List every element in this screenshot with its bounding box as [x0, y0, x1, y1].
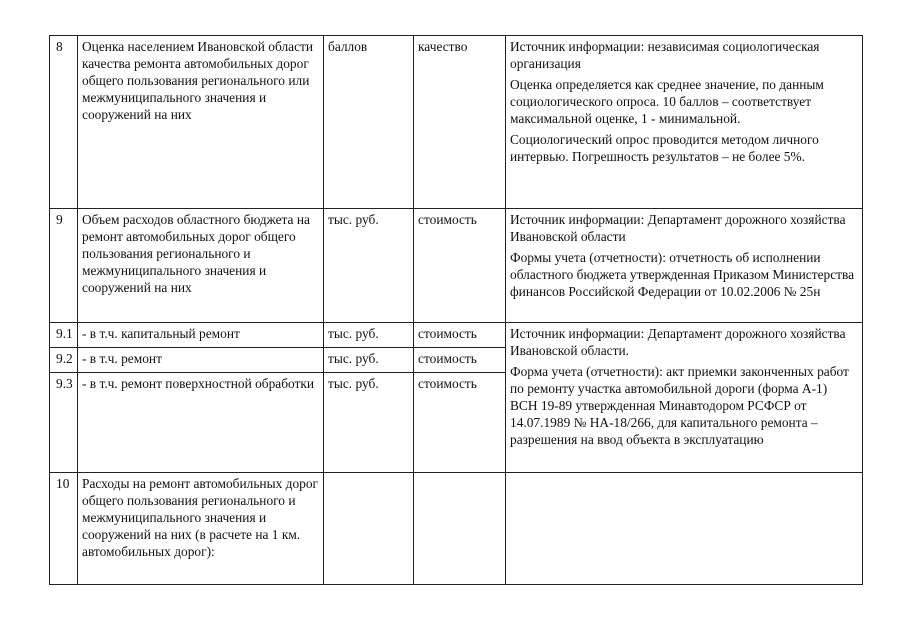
- table-row: [50, 36, 863, 209]
- indicator-name: Расходы на ремонт автомобильных дорог общего пользования регионального и межмуниципального значения и сооружений на них (в расчете на 1 км. автомобильных дорог):: [78, 473, 324, 585]
- indicator-name: Оценка населением Ивановской области качества ремонта автомобильных дорог общего пользования регионального или межмуниципального значения и сооружений на них: [78, 36, 324, 209]
- type-cell: стоимость: [414, 323, 506, 348]
- source-paragraph: Источник информации: Департамент дорожного хозяйства Ивановской области: [510, 212, 846, 244]
- table-row: [50, 323, 863, 348]
- table-row: [50, 209, 863, 323]
- unit-cell: [324, 473, 414, 585]
- source-paragraph: Оценка определяется как среднее значение, по данным социологического опроса. 10 баллов – соответствует максимальной оценке, 1 - минимальной.: [510, 77, 824, 126]
- document-page: [49, 35, 862, 585]
- unit-cell: тыс. руб.: [324, 209, 414, 323]
- row-number: 10: [50, 473, 78, 585]
- row-number: 9.1: [50, 323, 78, 348]
- source-paragraph: Формы учета (отчетности): отчетность об исполнении областного бюджета утвержденная Приказом Министерства финансов Российской Федерации от 10.02.2006 № 25н: [510, 250, 855, 299]
- indicator-name: - в т.ч. ремонт: [78, 348, 324, 373]
- unit-cell: тыс. руб.: [324, 373, 414, 473]
- source-paragraph: Источник информации: Департамент дорожного хозяйства Ивановской области.: [510, 326, 846, 358]
- row-number: 9.2: [50, 348, 78, 373]
- source-cell: [506, 209, 863, 323]
- source-paragraph: Социологический опрос проводится методом личного интервью. Погрешность результатов – не более 5%.: [510, 132, 819, 164]
- unit-cell: баллов: [324, 36, 414, 209]
- source-cell: [506, 323, 863, 473]
- source-cell: [506, 36, 863, 209]
- type-cell: качество: [414, 36, 506, 209]
- type-cell: стоимость: [414, 373, 506, 473]
- unit-cell: тыс. руб.: [324, 348, 414, 373]
- type-cell: стоимость: [414, 209, 506, 323]
- source-paragraph: Форма учета (отчетности): акт приемки законченных работ по ремонту участка автомобильной дороги (форма А-1) ВСН 19-89 утвержденная Минавтодором РСФСР от 14.07.1989 № НА-18/266, для капитального ремонта – разрешения на ввод объекта в эксплуатацию: [510, 364, 849, 447]
- indicators-table: [49, 35, 863, 585]
- indicator-name: Объем расходов областного бюджета на ремонт автомобильных дорог общего пользования регионального и межмуниципального значения и сооружений на них: [78, 209, 324, 323]
- source-paragraph: Источник информации: независимая социологическая организация: [510, 39, 820, 71]
- source-cell: [506, 473, 863, 585]
- unit-cell: тыс. руб.: [324, 323, 414, 348]
- row-number: 8: [50, 36, 78, 209]
- row-number: 9.3: [50, 373, 78, 473]
- row-number: 9: [50, 209, 78, 323]
- table-row: [50, 473, 863, 585]
- indicator-name: - в т.ч. ремонт поверхностной обработки: [78, 373, 324, 473]
- type-cell: [414, 473, 506, 585]
- type-cell: стоимость: [414, 348, 506, 373]
- indicator-name: - в т.ч. капитальный ремонт: [78, 323, 324, 348]
